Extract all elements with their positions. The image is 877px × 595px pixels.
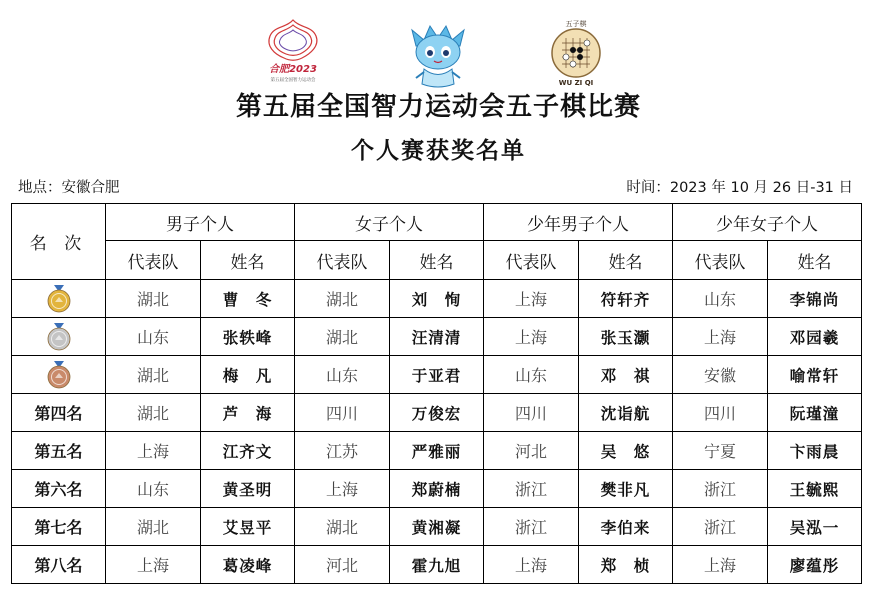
team-cell: 湖北 (106, 356, 201, 394)
team-cell: 四川 (484, 394, 579, 432)
player-name-cell: 梅 凡 (201, 356, 295, 394)
rank-cell (12, 356, 106, 394)
player-name-cell: 艾昱平 (201, 508, 295, 546)
player-name-cell: 邓 祺 (579, 356, 673, 394)
subheader-name: 姓名 (768, 241, 862, 280)
player-name-cell: 刘 恂 (390, 280, 484, 318)
player-name-cell: 曹 冬 (201, 280, 295, 318)
player-name-cell: 吴 悠 (579, 432, 673, 470)
rank-cell: 第四名 (12, 394, 106, 432)
team-cell: 上海 (484, 318, 579, 356)
rank-header: 名 次 (12, 204, 106, 280)
team-cell: 山东 (484, 356, 579, 394)
team-cell: 湖北 (106, 394, 201, 432)
table-row (12, 508, 862, 546)
player-name-cell: 卞雨晨 (768, 432, 862, 470)
silver-medal-icon (44, 322, 74, 352)
team-cell: 江苏 (295, 432, 390, 470)
player-name-cell: 吴泓一 (768, 508, 862, 546)
team-cell: 上海 (295, 470, 390, 508)
rank-cell (12, 318, 106, 356)
location-text: 地点：安徽合肥 (18, 180, 120, 196)
rank-cell: 第六名 (12, 470, 106, 508)
player-name-cell: 邓园羲 (768, 318, 862, 356)
subheader-name: 姓名 (390, 241, 484, 280)
team-cell: 湖北 (295, 318, 390, 356)
table-body (12, 280, 862, 584)
player-name-cell: 喻常轩 (768, 356, 862, 394)
subheader-team: 代表队 (673, 241, 768, 280)
player-name-cell: 李锦尚 (768, 280, 862, 318)
player-name-cell: 葛凌峰 (201, 546, 295, 584)
gold-medal-icon (44, 284, 74, 314)
team-cell: 上海 (673, 318, 768, 356)
table-row (12, 470, 862, 508)
player-name-cell: 汪清清 (390, 318, 484, 356)
table-row (12, 432, 862, 470)
rank-cell: 第八名 (12, 546, 106, 584)
team-cell: 浙江 (673, 470, 768, 508)
team-cell: 山东 (673, 280, 768, 318)
player-name-cell: 严雅丽 (390, 432, 484, 470)
subheader-team: 代表队 (484, 241, 579, 280)
team-cell: 河北 (484, 432, 579, 470)
team-cell: 湖北 (106, 508, 201, 546)
table-row (12, 546, 862, 584)
player-name-cell: 郑蔚楠 (390, 470, 484, 508)
player-name-cell: 廖蕴彤 (768, 546, 862, 584)
group-header-men: 男子个人 (106, 204, 295, 241)
player-name-cell: 王毓熙 (768, 470, 862, 508)
team-cell: 湖北 (106, 280, 201, 318)
subheader-team: 代表队 (106, 241, 201, 280)
table-row (12, 394, 862, 432)
table-row (12, 356, 862, 394)
table-header-row (12, 204, 862, 241)
player-name-cell: 于亚君 (390, 356, 484, 394)
team-cell: 浙江 (484, 470, 579, 508)
team-cell: 上海 (484, 546, 579, 584)
player-name-cell: 万俊宏 (390, 394, 484, 432)
rank-cell (12, 280, 106, 318)
logo-bar (0, 8, 877, 88)
wuziqi-logo-top-text: 五子棋 (565, 20, 587, 28)
team-cell: 上海 (106, 432, 201, 470)
team-cell: 湖北 (295, 280, 390, 318)
player-name-cell: 江齐文 (201, 432, 295, 470)
player-name-cell: 符轩齐 (579, 280, 673, 318)
rank-cell: 第五名 (12, 432, 106, 470)
team-cell: 浙江 (673, 508, 768, 546)
team-cell: 山东 (295, 356, 390, 394)
wuziqi-logo-icon (546, 18, 606, 88)
team-cell: 河北 (295, 546, 390, 584)
player-name-cell: 霍九旭 (390, 546, 484, 584)
subheader-name: 姓名 (579, 241, 673, 280)
wuziqi-logo-bottom-text: WU ZI QI (558, 79, 594, 87)
team-cell: 上海 (484, 280, 579, 318)
player-name-cell: 沈诣航 (579, 394, 673, 432)
table-row (12, 318, 862, 356)
team-cell: 上海 (106, 546, 201, 584)
table-subheader-row (12, 241, 862, 280)
team-cell: 上海 (673, 546, 768, 584)
table-row (12, 280, 862, 318)
subheader-team: 代表队 (295, 241, 390, 280)
team-cell: 四川 (295, 394, 390, 432)
player-name-cell: 黄湘凝 (390, 508, 484, 546)
team-cell: 宁夏 (673, 432, 768, 470)
team-cell: 四川 (673, 394, 768, 432)
subheader-name: 姓名 (201, 241, 295, 280)
group-header-junior-girls: 少年女子个人 (673, 204, 862, 241)
player-name-cell: 黄圣明 (201, 470, 295, 508)
group-header-junior-boys: 少年男子个人 (484, 204, 673, 241)
team-cell: 湖北 (295, 508, 390, 546)
award-table (11, 203, 862, 584)
games-logo-subtext: 第五届全国智力运动会 (270, 78, 316, 83)
games-logo-icon (262, 14, 324, 86)
player-name-cell: 张玉灏 (579, 318, 673, 356)
player-name-cell: 郑 桢 (579, 546, 673, 584)
page-title: 第五届全国智力运动会五子棋比赛 (235, 92, 641, 122)
player-name-cell: 阮瑾潼 (768, 394, 862, 432)
player-name-cell: 李伯来 (579, 508, 673, 546)
mascot-icon (406, 22, 470, 90)
bronze-medal-icon (44, 360, 74, 390)
team-cell: 山东 (106, 470, 201, 508)
team-cell: 安徽 (673, 356, 768, 394)
team-cell: 山东 (106, 318, 201, 356)
team-cell: 浙江 (484, 508, 579, 546)
rank-cell: 第七名 (12, 508, 106, 546)
player-name-cell: 芦 海 (201, 394, 295, 432)
group-header-women: 女子个人 (295, 204, 484, 241)
time-text: 时间：2023 年 10 月 26 日-31 日 (626, 180, 853, 196)
player-name-cell: 张轶峰 (201, 318, 295, 356)
games-logo-text: 合肥2023 (269, 64, 317, 75)
player-name-cell: 樊非凡 (579, 470, 673, 508)
page-subtitle: 个人赛获奖名单 (351, 137, 526, 164)
